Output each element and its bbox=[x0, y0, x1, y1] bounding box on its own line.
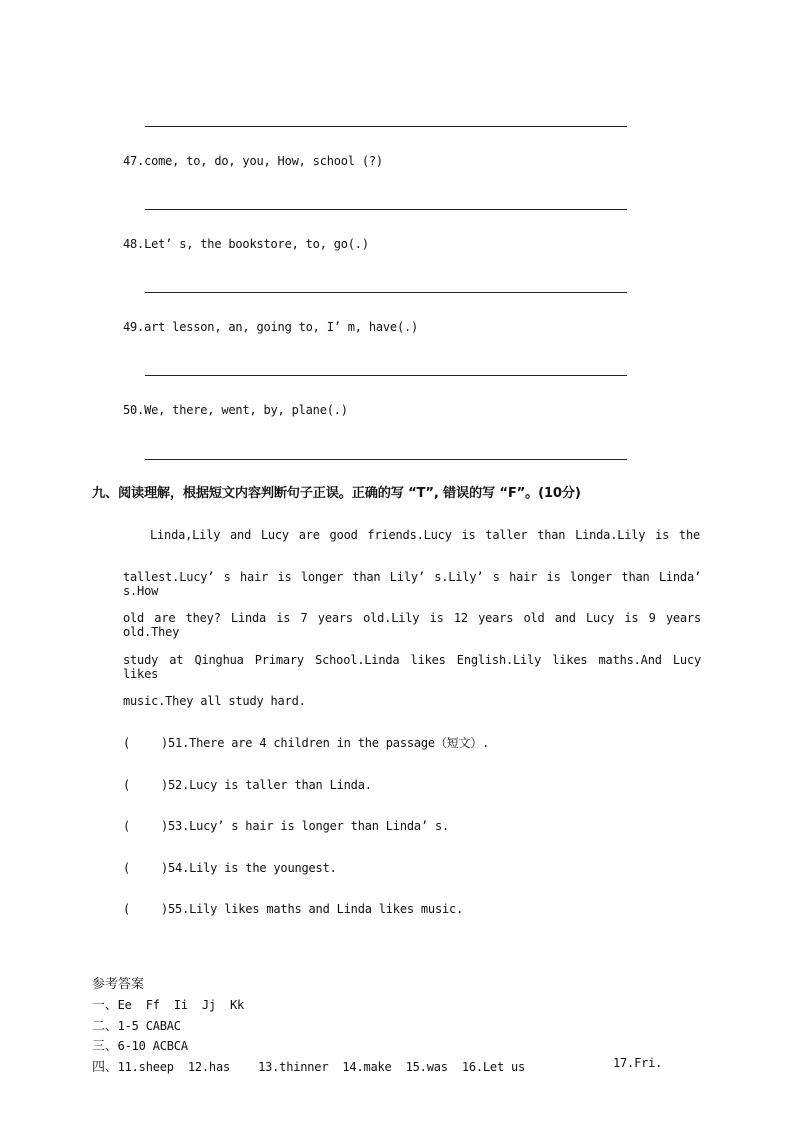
answer-row-text: 11.sheep 12.has 13.thinner 14.make 15.was 16.Let us bbox=[117, 1060, 526, 1074]
question-50: 50.We, there, went, by, plane(.) bbox=[123, 403, 348, 417]
answer-row-text: 6-10 ACBCA bbox=[117, 1039, 188, 1053]
passage-line-1: Linda,Lily and Lucy are good friends.Lucy is taller than Linda.Lily is the bbox=[150, 528, 700, 542]
tf-item-text: )53.Lucy’ s hair is longer than Linda’ s. bbox=[161, 819, 450, 833]
answer-line-46[interactable] bbox=[145, 126, 627, 127]
answer-row-prefix: 二、 bbox=[92, 1019, 118, 1034]
answer-line-47[interactable] bbox=[145, 209, 627, 210]
question-49: 49.art lesson, an, going to, I’ m, have(.) bbox=[123, 320, 419, 334]
tf-item-text: )51.There are 4 children in the passage（短文）. bbox=[161, 736, 490, 750]
answer-row-2 bbox=[92, 1015, 181, 1034]
passage-line-5: music.They all study hard. bbox=[123, 694, 306, 708]
answer-row-text: 1-5 CABAC bbox=[117, 1019, 181, 1033]
passage-line-3: old are they? Linda is 7 years old.Lily is 12 years old and Lucy is 9 years old.They bbox=[123, 611, 701, 639]
tf-item-54[interactable] bbox=[123, 861, 337, 875]
section-9-title: 九、阅读理解，根据短文内容判断句子正误。正确的写 “T”, 错误的写 “F”。(10分) bbox=[92, 486, 581, 501]
answer-blank-open: ( bbox=[123, 902, 131, 916]
answer-blank-open: ( bbox=[123, 819, 131, 833]
answer-row-prefix: 一、 bbox=[92, 998, 118, 1013]
tf-item-text: )55.Lily likes maths and Linda likes music. bbox=[161, 902, 464, 916]
tf-item-53[interactable] bbox=[123, 819, 449, 833]
answer-row-prefix: 三、 bbox=[92, 1039, 118, 1054]
answer-row-text: Ee Ff Ii Jj Kk bbox=[117, 998, 245, 1012]
answer-row-prefix: 四、 bbox=[92, 1060, 118, 1075]
answer-row-4 bbox=[92, 1056, 525, 1075]
question-48: 48.Let’ s, the bookstore, to, go(.) bbox=[123, 237, 369, 251]
passage-line-4: study at Qinghua Primary School.Linda likes English.Lily likes maths.And Lucy likes bbox=[123, 653, 701, 681]
tf-item-52[interactable] bbox=[123, 778, 372, 792]
answer-line-48[interactable] bbox=[145, 292, 627, 293]
passage-line-2: tallest.Lucy’ s hair is longer than Lily’ s.Lily’ s hair is longer than Linda’ s.How bbox=[123, 570, 701, 598]
answer-line-49[interactable] bbox=[145, 375, 627, 376]
answer-line-50[interactable] bbox=[145, 459, 627, 460]
answer-blank-open: ( bbox=[123, 778, 131, 792]
answer-key-title: 参考答案 bbox=[92, 977, 145, 992]
tf-item-55[interactable] bbox=[123, 902, 463, 916]
answer-blank-open: ( bbox=[123, 736, 131, 750]
answer-blank-open: ( bbox=[123, 861, 131, 875]
tf-item-text: )52.Lucy is taller than Linda. bbox=[161, 778, 372, 792]
tf-item-51[interactable] bbox=[123, 734, 489, 751]
answer-17: 17.Fri. bbox=[613, 1056, 663, 1070]
question-47: 47.come, to, do, you, How, school (?) bbox=[123, 154, 383, 168]
tf-item-text: )54.Lily is the youngest. bbox=[161, 861, 337, 875]
answer-row-3 bbox=[92, 1035, 188, 1054]
answer-row-1 bbox=[92, 994, 244, 1013]
